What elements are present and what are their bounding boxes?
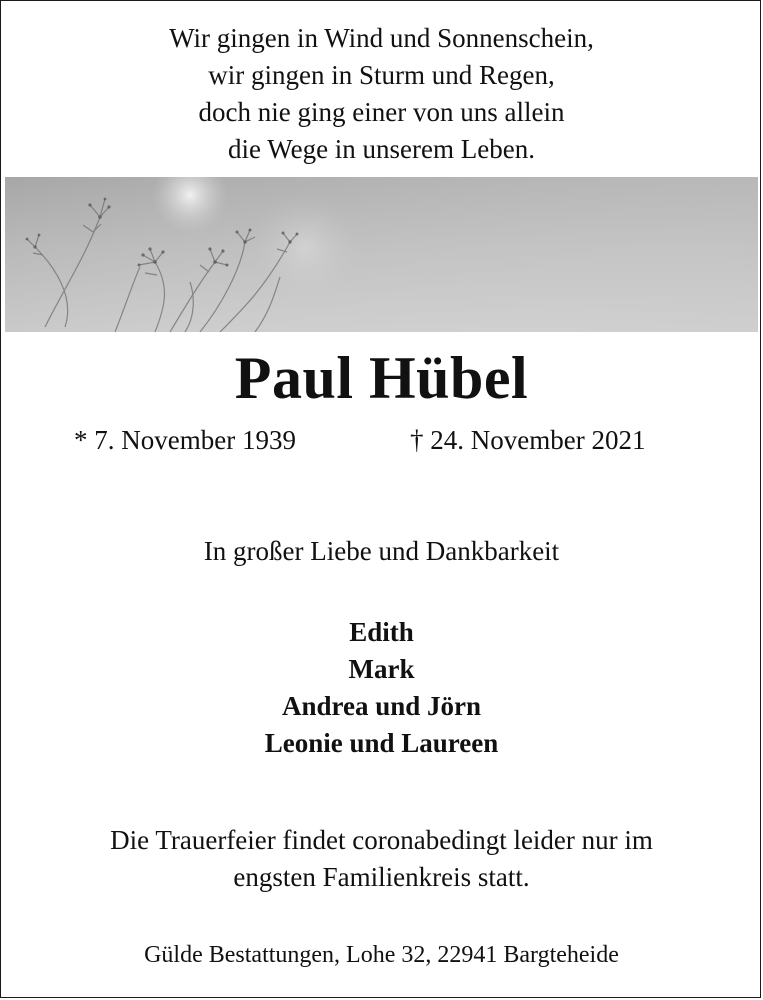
death-date: † 24. November 2021 <box>410 425 646 455</box>
mourner-name: Edith <box>349 617 414 647</box>
mourner-name: Mark <box>348 654 415 684</box>
mourners-list <box>0 614 763 762</box>
poem-line: wir gingen in Sturm und Regen, <box>208 60 555 90</box>
deceased-name: Paul Hübel <box>234 345 529 411</box>
poem-line: Wir gingen in Wind und Sonnenschein, <box>169 23 594 53</box>
mourner-name: Andrea und Jörn <box>281 691 482 721</box>
dried-grass-illustration <box>5 177 758 332</box>
poem-line: die Wege in unserem Leben. <box>228 134 535 164</box>
poem-line: doch nie ging einer von uns allein <box>198 97 565 127</box>
poem <box>0 20 763 168</box>
notice-line: engsten Familienkreis statt. <box>233 862 530 892</box>
funeral-notice <box>0 822 763 896</box>
dedication-text: In großer Liebe und Dankbarkeit <box>203 536 560 566</box>
notice-line: Die Trauerfeier findet coronabedingt leider nur im <box>110 825 653 855</box>
mourner-name: Leonie und Laureen <box>264 728 499 758</box>
birth-date: * 7. November 1939 <box>74 425 296 455</box>
funeral-home-address: Gülde Bestattungen, Lohe 32, 22941 Bargteheide <box>144 942 619 968</box>
grass-photo-banner <box>5 177 758 332</box>
